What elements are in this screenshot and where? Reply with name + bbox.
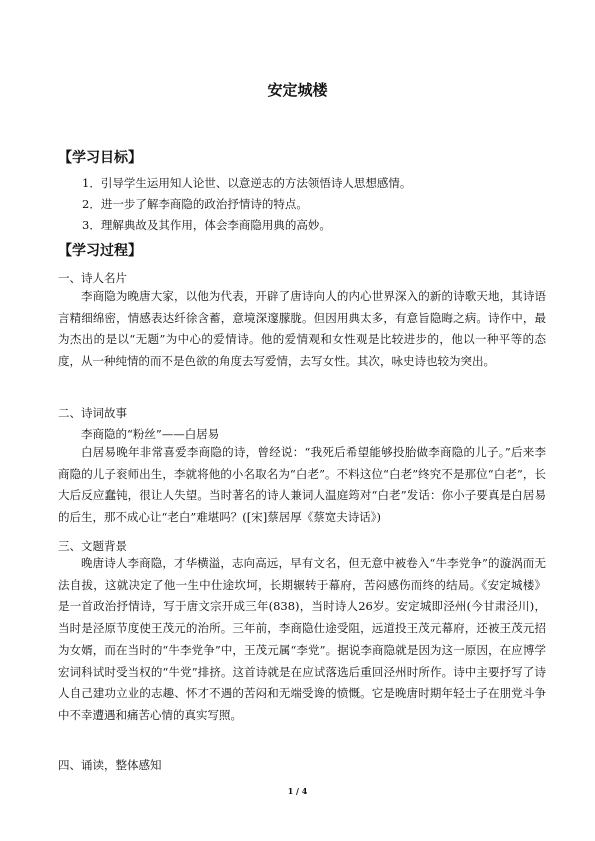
page-title: 安定城楼: [267, 81, 328, 99]
story-paragraph: 白居易晚年非常喜爱李商隐的诗，曾经说：“我死后希望能够投胎做李商隐的儿子。”后来李商隐的儿子衮师出生，李就将他的小名取名为“白老”。不料这位“白老”终究不是那位“白老”，长大后反应蠢钝，很让人失望。当时著名的诗人兼词人温庭筠对“白老”发话：你小子要真是白居易的后生，那不成心让“老白”难堪吗？([宋]蔡居厚《蔡宽夫诗话》): [58, 445, 546, 525]
process-heading: 【学习过程】: [58, 243, 142, 259]
story-subtitle: 李商隐的“粉丝”——白居易: [81, 427, 220, 441]
page-number: 1 / 4: [287, 786, 308, 796]
goal-item-2: 2．进一步了解李商隐的政治抒情诗的特点。: [82, 197, 308, 211]
poet-paragraph: 李商隐为晚唐大家，以他为代表，开辟了唐诗向人的内心世界深入的新的诗歌天地，其诗语言精细绵密，情感表达纤徐含蓄，意境深邃朦胧。但因用典太多，有意旨隐晦之病。诗作中，最为杰出的是以“无题”为中心的爱情诗。他的爱情观和女性观是比较进步的，他以一种平等的态度，从一种纯情的而不是色欲的角度去写爱情，去写女性。其次，咏史诗也较为突出。: [58, 289, 546, 369]
section-heading-background: 三、文题背景: [58, 539, 127, 553]
section-heading-story: 二、诗词故事: [58, 406, 127, 420]
background-paragraph: 晚唐诗人李商隐，才华横溢，志向高远，早有文名，但无意中被卷入“牛李党争”的漩涡而无法自拔，这就决定了他一生中仕途坎坷，长期辗转于幕府，苦闷感伤而终的结局。《安定城楼》是一首政治抒情诗，写于唐文宗开成三年(838)，当时诗人26岁。安定城即泾州(今甘肃泾川)，当时是泾原节度使王茂元的治所。三年前，李商隐仕途受阻，远道投王茂元幕府，还被王茂元招为女婿，而在当时的“牛李党争”中，王茂元属“李党”。据说李商隐就是因为这一原因，在应博学宏词科试时受当权的“牛党”排挤。这首诗就是在应试落选后重回泾州时所作。诗中主要抒写了诗人自己建功立业的志趣、怀才不遇的苦闷和无端受谗的愤慨。它是晚唐时期年轻士子在朋党斗争中不幸遭遇和痛苦心情的真实写照。: [58, 556, 546, 722]
section-heading-poet: 一、诗人名片: [58, 271, 127, 285]
goal-item-1: 1．引导学生运用知人论世、以意逆志的方法领悟诗人思想感情。: [82, 176, 412, 190]
goal-item-3: 3．理解典故及其作用，体会李商隐用典的高妙。: [82, 218, 331, 232]
goals-heading: 【学习目标】: [58, 150, 142, 166]
section-heading-reading: 四、诵读，整体感知: [58, 758, 162, 772]
